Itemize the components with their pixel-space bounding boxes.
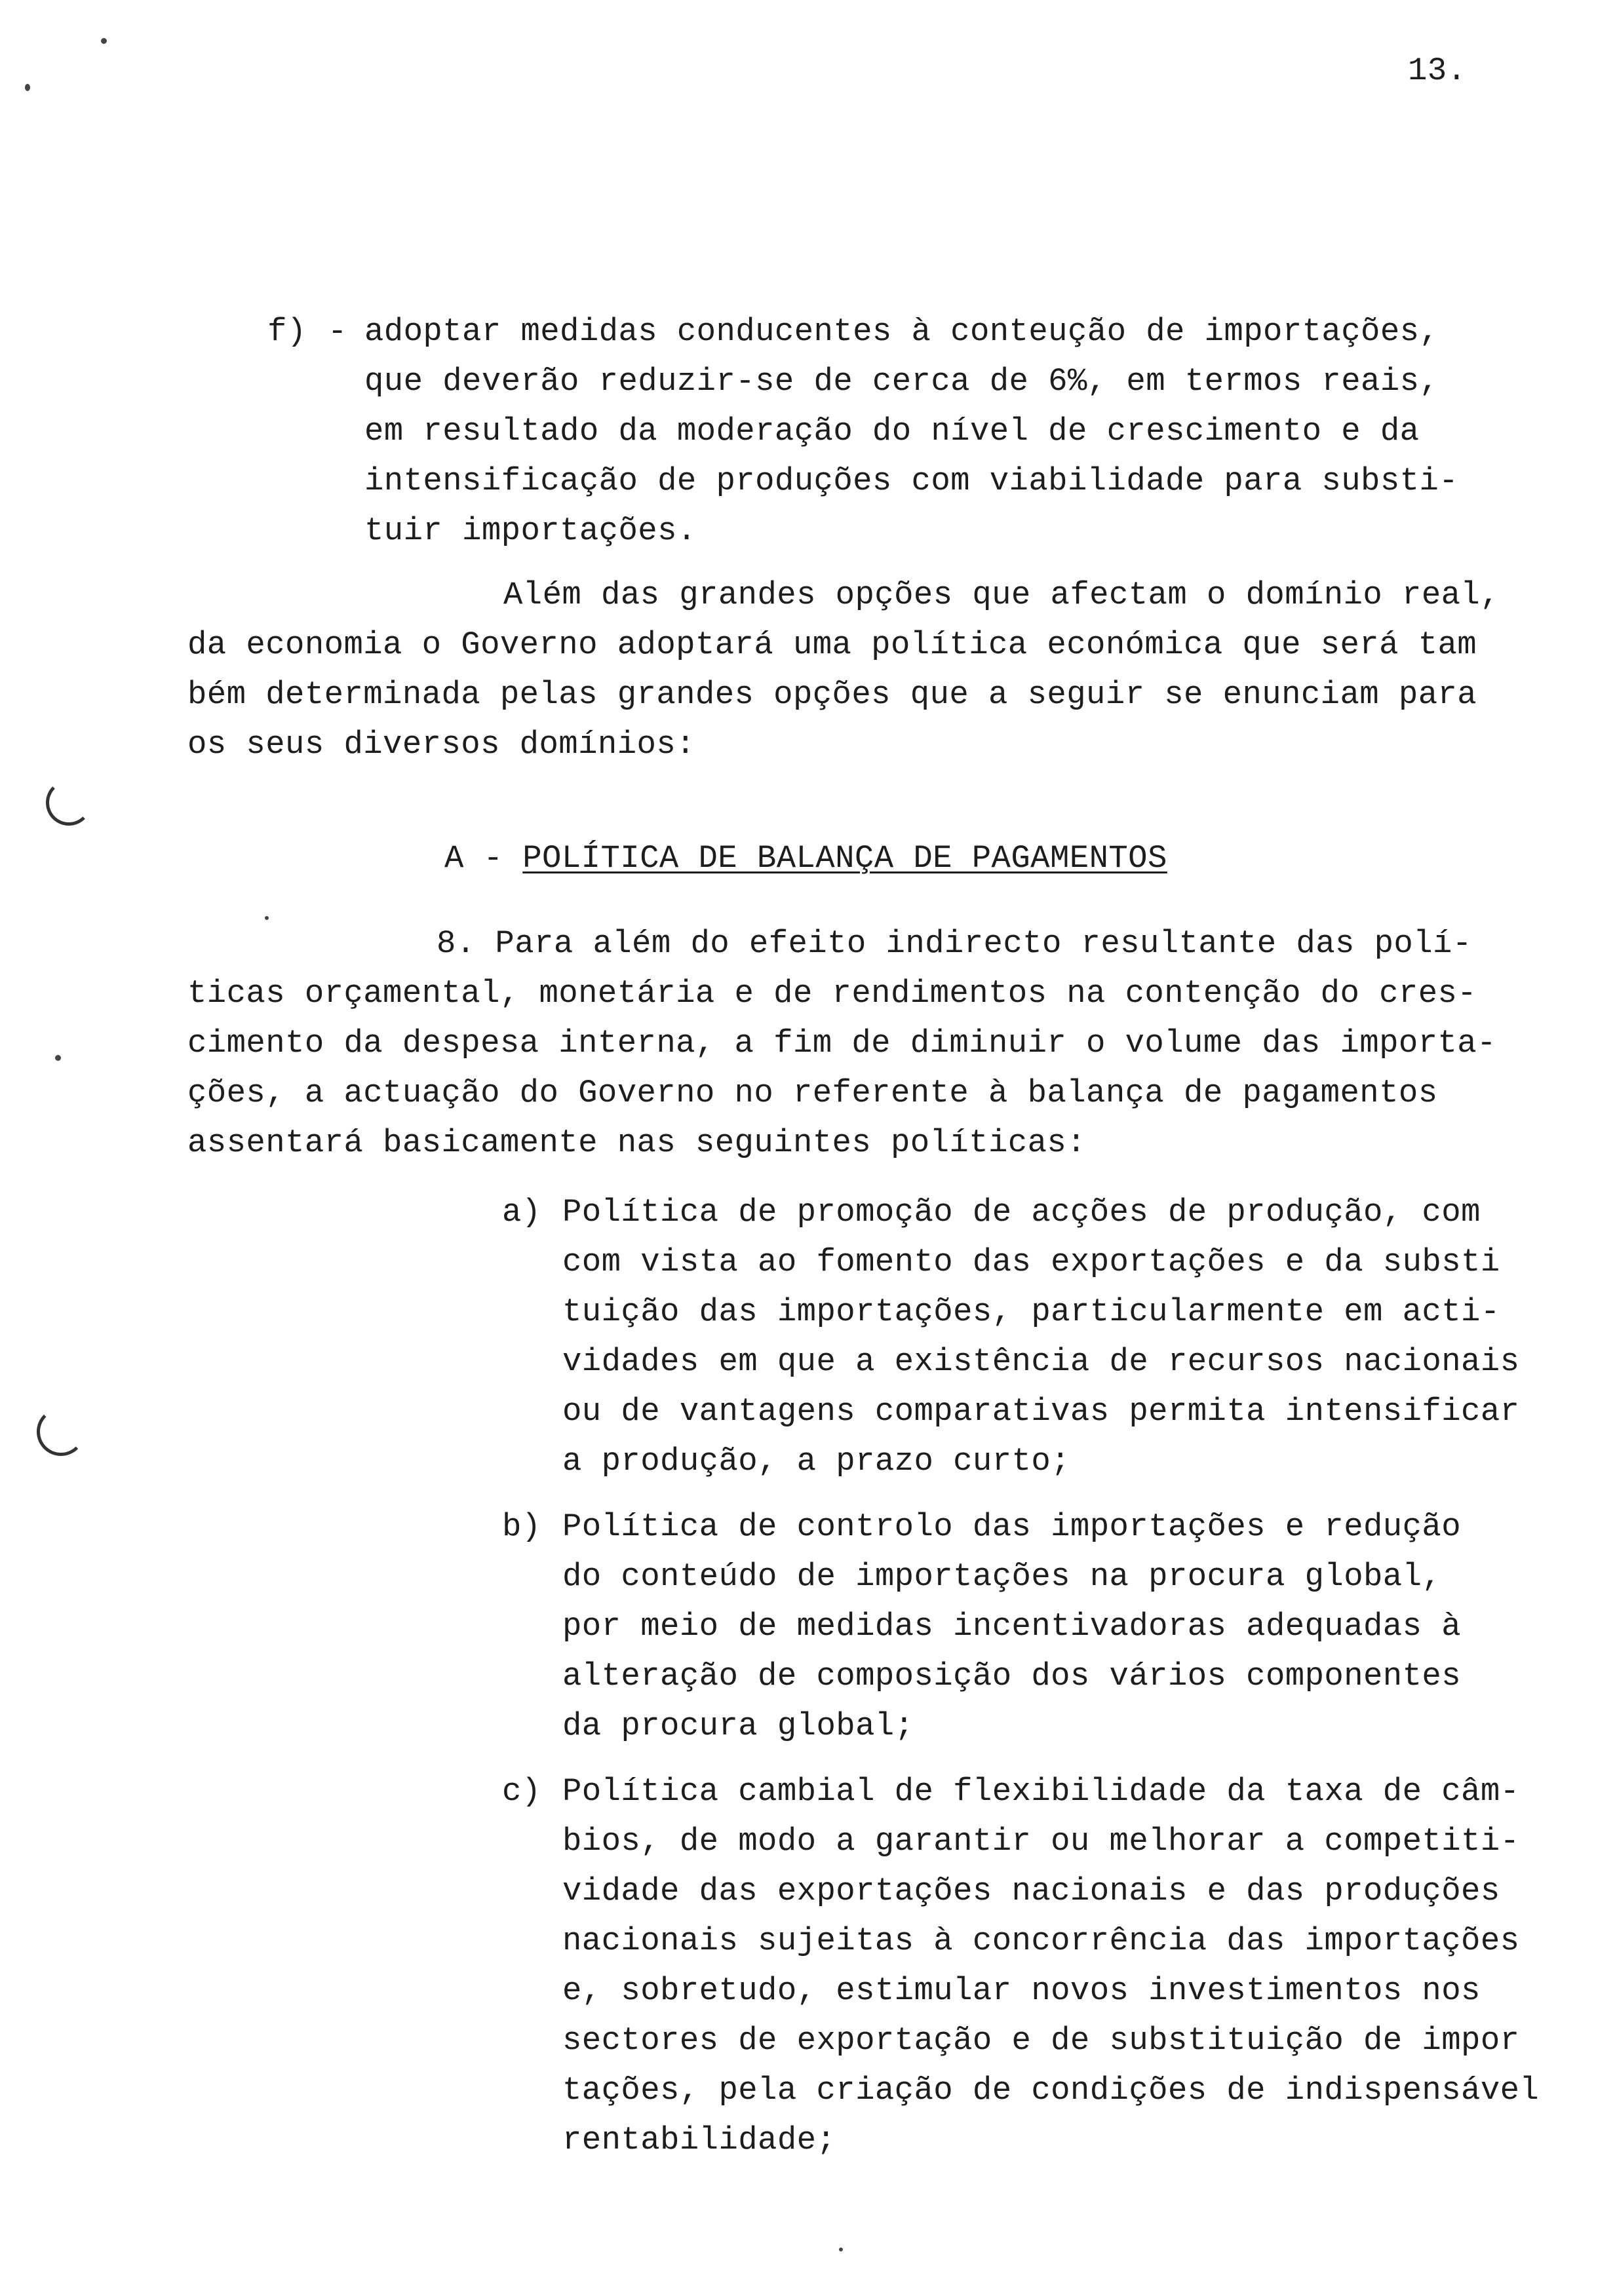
- intro-paragraph-line: bém determinada pelas grandes opções que a seguir se enunciam para: [187, 676, 1477, 713]
- item-f-dash: -: [328, 313, 347, 350]
- scan-speck: [101, 38, 107, 44]
- intro-paragraph-line: Além das grandes opções que afectam o domínio real,: [503, 577, 1500, 613]
- list-item-a-line: com vista ao fomento das exportações e da substi: [562, 1244, 1500, 1280]
- scan-speck: [839, 2248, 843, 2251]
- paragraph-8-line: ções, a actuação do Governo no referente à balança de pagamentos: [187, 1075, 1438, 1111]
- punch-hole-mark: [37, 1407, 85, 1456]
- list-item-b-line: alteração de composição dos vários componentes: [562, 1658, 1462, 1694]
- scan-speck: [55, 1055, 61, 1061]
- paragraph-8-line: 8. Para além do efeito indirecto resultante das polí-: [437, 925, 1472, 962]
- list-item-a-line: tuição das importações, particularmente em acti-: [562, 1293, 1500, 1330]
- item-f-line: adoptar medidas conducentes à conteução de importações,: [364, 313, 1439, 350]
- paragraph-8-line: assentará basicamente nas seguintes políticas:: [187, 1124, 1087, 1161]
- item-f-line: tuir importações.: [364, 512, 697, 549]
- intro-paragraph-line: os seus diversos domínios:: [187, 726, 695, 763]
- list-item-c-line: sectores de exportação e de substituição de impor: [562, 2022, 1520, 2059]
- list-item-a-line: vidades em que a existência de recursos nacionais: [562, 1343, 1520, 1380]
- scan-speck: [25, 84, 30, 91]
- section-heading: [444, 833, 1167, 883]
- scan-speck: [265, 916, 269, 920]
- item-f-line: que deverão reduzir-se de cerca de 6%, em termos reais,: [364, 363, 1439, 400]
- page-number: 13.: [1408, 52, 1467, 89]
- paragraph-8-line: cimento da despesa interna, a fim de diminuir o volume das importa-: [187, 1025, 1496, 1062]
- list-item-b-line: do conteúdo de importações na procura global,: [562, 1558, 1442, 1595]
- list-item-label: c): [502, 1773, 541, 1810]
- section-title: POLÍTICA DE BALANÇA DE PAGAMENTOS: [522, 840, 1167, 877]
- list-item-c-line: Política cambial de flexibilidade da taxa de câm-: [562, 1773, 1520, 1810]
- section-prefix: A -: [444, 840, 523, 877]
- list-item-c-line: e, sobretudo, estimular novos investimentos nos: [562, 1972, 1481, 2009]
- intro-paragraph-line: da economia o Governo adoptará uma política económica que será tam: [187, 626, 1477, 663]
- list-item-c-line: vidade das exportações nacionais e das produções: [562, 1873, 1500, 1909]
- list-item-b-line: da procura global;: [562, 1708, 914, 1744]
- list-item-label: a): [502, 1194, 541, 1231]
- list-item-c-line: rentabilidade;: [562, 2122, 836, 2158]
- list-item-c-line: tações, pela criação de condições de indispensável: [562, 2072, 1540, 2109]
- list-item-c-line: bios, de modo a garantir ou melhorar a competiti-: [562, 1823, 1520, 1860]
- paragraph-8-line: ticas orçamental, monetária e de rendimentos na contenção do cres-: [187, 975, 1477, 1012]
- list-item-a-line: Política de promoção de acções de produção, com: [562, 1194, 1481, 1231]
- item-f-line: intensificação de produções com viabilidade para substi-: [364, 463, 1459, 499]
- list-item-a-line: a produção, a prazo curto;: [562, 1443, 1070, 1480]
- list-item-c-line: nacionais sujeitas à concorrência das importações: [562, 1923, 1520, 1959]
- list-item-b-line: por meio de medidas incentivadoras adequadas à: [562, 1608, 1462, 1645]
- list-item-a-line: ou de vantagens comparativas permita intensificar: [562, 1393, 1520, 1430]
- list-item-b-line: Política de controlo das importações e redução: [562, 1508, 1462, 1545]
- punch-hole-mark: [46, 780, 92, 826]
- item-f-line: em resultado da moderação do nível de crescimento e da: [364, 413, 1420, 450]
- list-item-label: b): [502, 1508, 541, 1545]
- item-f-label: f): [267, 313, 307, 350]
